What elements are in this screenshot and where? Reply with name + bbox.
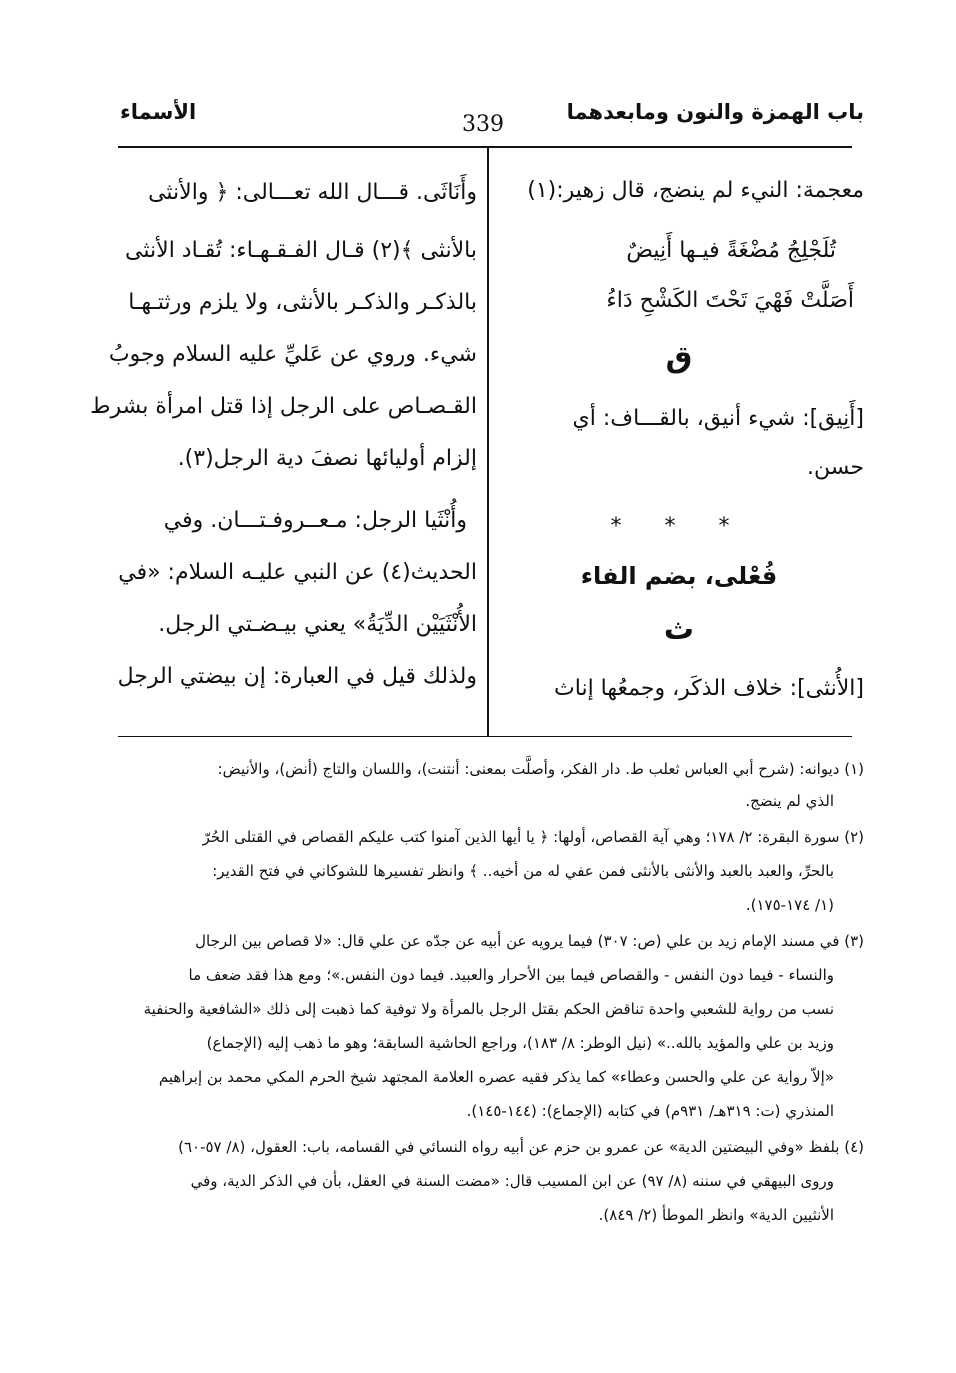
footnote-line: (٤) بلفظ «وفي البيضتين الدية» عن عمرو بن حزم عن أبيه رواه النسائي في القسامه، باب: العقول، (٨/ ٥٧-٦٠) [178, 1138, 864, 1156]
footnote-line: (١/ ١٧٤-١٧٥). [745, 896, 834, 914]
column-divider [487, 148, 489, 736]
letter-heading-tha: ث [663, 612, 695, 647]
text-line: بالذكـر والذكـر بالأنثى، ولا يلزم ورثتـهـا [128, 290, 477, 315]
section-title: الأسماء [120, 100, 197, 124]
text-line: الحديث(٤) عن النبي عليـه السلام: «في [118, 560, 477, 585]
footnote-line: الأنثيين الدية» وانظر الموطأ (٢/ ٨٤٩). [598, 1206, 834, 1224]
text-line: حسن. [807, 455, 864, 480]
header-rule [118, 146, 852, 148]
footnote-line: وروى البيهقي في سننه (٨/ ٩٧) عن ابن المسيب قال: «مضت السنة في العقل، بأن في الذكر الدية، وفي [190, 1172, 834, 1190]
text-line: القـصـاص على الرجل إذا قتل امرأة بشرط [90, 394, 477, 419]
footnote-line: (٢) سورة البقرة: ٢/ ١٧٨؛ وهي آية القصاص، أولها: ﴿ يا أيها الذين آمنوا كتب عليكم القصاص في القتلى الحُرّ [202, 828, 864, 846]
section-separator: * * * [610, 514, 748, 539]
footnote-line: (١) ديوانه: (شرح أبي العباس ثعلب ط. دار الفكر، وأصلَّت بمعنى: أنتنت)، واللسان والتاج (أنض)، والأنيض: [217, 760, 864, 778]
footnote-line: (٣) في مسند الإمام زيد بن علي (ص: ٣٠٧) فيما يرويه عن أبيه عن جدّه عن علي قال: «لا قصاص بين الرجال [195, 932, 864, 950]
footnote-rule [118, 736, 852, 737]
text-line: وأُنْثَيا الرجل: مـعــروفـتـــان. وفي [163, 508, 467, 533]
footnote-line: وزيد بن علي والمؤيد بالله..» (نيل الوطر: ٨/ ١٨٣)، وراجع الحاشية السابقة؛ وهو ما ذهب إليه (الإجماع) [206, 1034, 834, 1052]
text-line: بالأنثى ﴾(٢) قـال الفـقـهـاء: تُقـاد الأنثى [125, 238, 477, 263]
text-line: شيء. وروي عن عَليِّ عليه السلام وجوبُ [108, 342, 477, 367]
chapter-title: باب الهمزة والنون ومابعدهما [566, 100, 864, 124]
letter-heading-qaf: ق [665, 340, 693, 375]
footnote-line: والنساء - فيما دون النفس - والقصاص فيما بين الأحرار والعبيد. فيما دون النفس.»؛ ومع هذا فقد ضعف ما [188, 966, 834, 984]
footnote-line: الذي لم ينضج. [745, 792, 834, 810]
poem-hemistich-2: أَصَلَّتْ فَهْيَ تَحْتَ الكَشْحِ دَاءُ [606, 288, 854, 313]
text-line: الأُنْثَيَيْن الدِّيَةُ» يعني بيـضـتي الرجل. [158, 612, 477, 637]
entry-aniq: [أَنِيق]: شيء أنيق، بالقـــاف: أي [572, 406, 864, 431]
footnote-line: المنذري (ت: ٣١٩هـ/ ٩٣١م) في كتابه (الإجماع): (١٤٤-١٤٥). [466, 1102, 834, 1120]
footnote-line: «إلاّ رواية عن علي والحسن وعطاء» كما يذكر فقيه عصره العلامة المجتهد شيخ الحرم المكي محمد بن إبراهيم [158, 1068, 834, 1086]
pattern-heading: فُعْلى، بضم الفاء [580, 562, 778, 590]
poem-hemistich-1: تُلَجْلِجُ مُضْغَةً فيـها أَنِيضٌ [626, 238, 836, 263]
page-number: 339 [462, 112, 504, 137]
entry-untha: [الأُنثى]: خلاف الذكَر، وجمعُها إناث [554, 676, 864, 701]
text-line: معجمة: النيء لم ينضج، قال زهير:(١) [527, 178, 864, 203]
text-line: وأَنَاثَى. قـــال الله تعـــالى: ﴿ والأنثى [148, 180, 477, 205]
text-line: ولذلك قيل في العبارة: إن بيضتي الرجل [117, 664, 477, 689]
text-line: إلزام أوليائها نصفَ دية الرجل(٣). [177, 446, 477, 471]
footnote-line: بالحرِّ، والعبد بالعبد والأنثى بالأنثى فمن عفي له من أخيه.. ﴾ وانظر تفسيرها للشوكاني في فتح القدير: [212, 862, 834, 880]
footnote-line: نسب من رواية للشعبي واحدة تناقض الحكم بقتل الرجل بالمرأة ولا توفية كما ذهبت إلى ذلك «الشافعية والحنفية [143, 1000, 834, 1018]
